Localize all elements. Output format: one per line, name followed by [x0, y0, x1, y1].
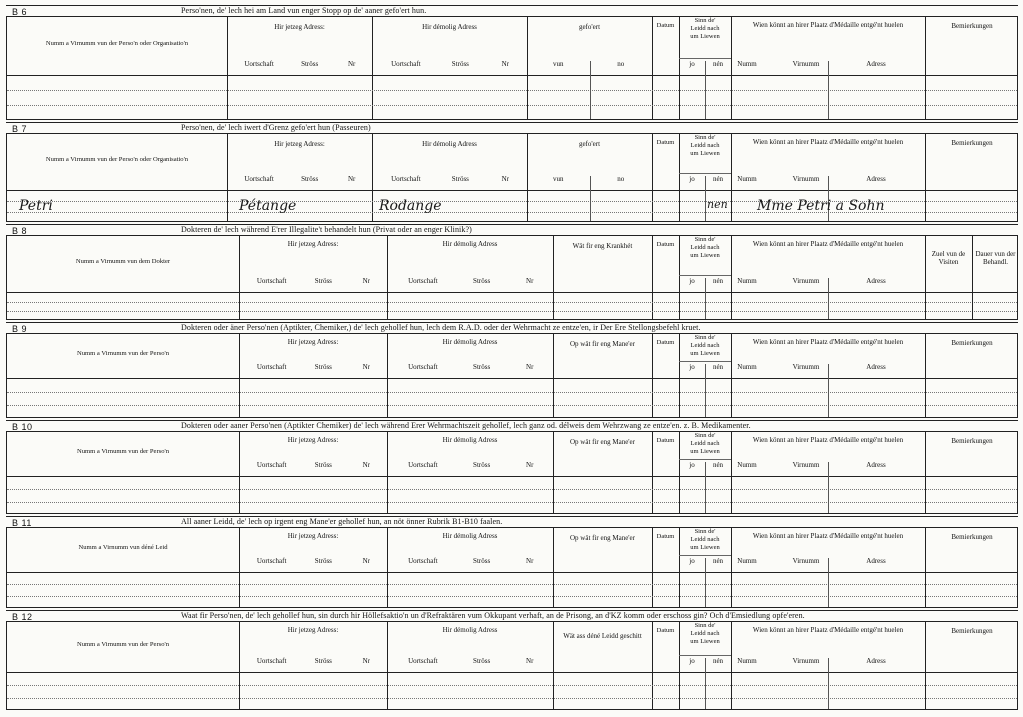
former-address-uortschaft-label: Uortschaft	[391, 175, 421, 183]
duration-label: Dauer vun der Behandl.	[975, 250, 1016, 266]
former-address-strooss-label: Ströss	[451, 175, 469, 183]
datum-label: Datum	[656, 627, 675, 634]
current-address-strooss-label: Ströss	[314, 557, 332, 565]
section-title: Waat fir Perso'nen, de' lech gehollef hun, sin durch hir Höllefsaktio'n un d'Refraktären vum Okkupant verhaft, an de Prisong, an d'KZ komm oder erschoss gin? Och d'Emsiedlung opfe'eren.	[181, 611, 805, 620]
illness-label: Wät fir eng Krankhét	[572, 242, 633, 250]
form-section-b11	[6, 516, 1018, 608]
gefoert-label: gefo'ert	[578, 140, 601, 148]
section-code: B 11	[12, 518, 32, 528]
current-address-uortschaft-label: Uortschaft	[244, 175, 274, 183]
alive-yes-label: jo	[689, 60, 695, 68]
gefoert-label: gefo'ert	[578, 23, 601, 31]
column-divider	[239, 236, 240, 319]
medal-address-label: Adress	[866, 461, 886, 469]
medal-name-label: Numm	[737, 461, 757, 469]
current-address-nr-label: Nr	[347, 60, 356, 68]
alive-label-2: Leidd nach	[690, 342, 720, 349]
current-address-uortschaft-label: Uortschaft	[256, 363, 287, 371]
to-label: no	[617, 175, 625, 183]
entry-line	[7, 105, 1017, 106]
entry-line	[7, 302, 1017, 303]
column-divider	[387, 236, 388, 319]
current-address-nr-label: Nr	[362, 557, 370, 565]
medal-firstname-label: Virnumm	[792, 557, 820, 565]
column-divider	[925, 134, 926, 221]
column-divider	[828, 658, 829, 709]
medal-address-label: Adress	[866, 557, 886, 565]
column-divider	[239, 622, 240, 709]
column-divider	[972, 236, 973, 319]
row-divider	[679, 58, 731, 59]
column-divider	[553, 622, 554, 709]
column-divider	[705, 176, 706, 221]
former-address-uortschaft-label: Uortschaft	[391, 60, 421, 68]
medal-firstname-label: Virnumm	[792, 461, 820, 469]
column-divider	[652, 17, 653, 119]
current-address-label: Hir jetzeg Adress:	[274, 140, 325, 148]
current-address-uortschaft-label: Uortschaft	[256, 461, 287, 469]
alive-yes-label: jo	[689, 461, 695, 469]
row-divider	[7, 292, 1017, 293]
alive-no-label: nén	[712, 461, 724, 469]
manner-label: Op wät fir eng Mane'er	[569, 534, 635, 542]
hw-name: Petri	[19, 198, 53, 214]
column-divider	[828, 558, 829, 607]
row-divider	[679, 361, 731, 362]
column-divider	[828, 278, 829, 319]
section-title: Perso'nen, de' lech iwert d'Grenz gefo'ert hun (Passeuren)	[181, 123, 371, 132]
former-address-uortschaft-label: Uortschaft	[408, 657, 438, 665]
visits-label: Zuel vun de Visiten	[931, 250, 966, 266]
datum-label: Datum	[656, 22, 675, 29]
column-divider	[652, 622, 653, 709]
row-divider	[7, 672, 1017, 673]
row-divider	[679, 173, 731, 174]
section-title: Dokteren de' lech während E'rer Illegalite't behandelt hun (Privat oder an enger Klinik?)	[181, 225, 472, 234]
section-table	[6, 333, 1018, 418]
entry-line	[7, 489, 1017, 490]
former-address-nr-label: Nr	[526, 461, 534, 469]
column-divider	[828, 462, 829, 513]
former-address-nr-label: Nr	[501, 175, 509, 183]
alive-label-1: Sinn de'	[694, 236, 716, 243]
hw-medal-name: Mme Petri a Sohn	[757, 198, 885, 214]
column-divider	[239, 432, 240, 513]
current-address-strooss-label: Ströss	[314, 461, 332, 469]
entry-line	[7, 90, 1017, 91]
name-column-label: Numm a Virnumm vun der Perso'n	[76, 641, 170, 648]
section-table	[6, 133, 1018, 222]
medal-firstname-label: Virnumm	[792, 175, 820, 183]
column-divider	[705, 364, 706, 417]
former-address-strooss-label: Ströss	[451, 60, 469, 68]
alive-no-label: nén	[712, 557, 724, 565]
remarks-label: Bemierkungen	[951, 533, 993, 541]
alive-label-3: um Liewen	[690, 33, 720, 40]
alive-yes-label: jo	[689, 277, 695, 285]
alive-no-label: nén	[712, 60, 724, 68]
column-divider	[705, 61, 706, 119]
current-address-uortschaft-label: Uortschaft	[256, 557, 287, 565]
current-address-label: Hir jetzeg Adress:	[287, 240, 339, 248]
former-address-label: Hir démolig Adress	[422, 23, 477, 31]
datum-label: Datum	[656, 241, 675, 248]
medal-title-label: Wien könnt an hirer Plaatz d'Médaille entgé'nt huelen	[752, 240, 904, 248]
medal-name-label: Numm	[737, 557, 757, 565]
remarks-label: Bemierkungen	[951, 339, 993, 347]
former-address-label: Hir démolig Adress	[442, 240, 498, 248]
alive-label-2: Leidd nach	[690, 630, 720, 637]
former-address-label: Hir démolig Adress	[442, 626, 498, 634]
hw-current-place: Pétange	[239, 198, 297, 214]
column-divider	[372, 17, 373, 119]
column-divider	[590, 176, 591, 221]
section-code: B 6	[12, 7, 28, 17]
former-address-nr-label: Nr	[526, 657, 534, 665]
name-column-label: Numm a Virnumm vun dem Dokter	[75, 258, 171, 265]
current-address-nr-label: Nr	[347, 175, 356, 183]
current-address-nr-label: Nr	[362, 363, 370, 371]
alive-label-1: Sinn de'	[694, 432, 716, 439]
form-section-b8	[6, 224, 1018, 320]
row-divider	[7, 190, 1017, 191]
column-divider	[731, 432, 732, 513]
former-address-strooss-label: Ströss	[473, 557, 491, 565]
section-code: B 12	[12, 612, 33, 622]
medal-address-label: Adress	[866, 277, 886, 285]
section-table	[6, 431, 1018, 514]
alive-no-label: nén	[712, 175, 724, 183]
hw-nen: nen	[707, 198, 728, 211]
entry-line	[7, 685, 1017, 686]
form-section-b10	[6, 420, 1018, 514]
entry-line	[7, 698, 1017, 699]
row-divider	[679, 655, 731, 656]
current-address-label: Hir jetzeg Adress:	[287, 436, 339, 444]
row-divider	[679, 555, 731, 556]
manner-label: Op wät fir eng Mane'er	[569, 438, 635, 446]
current-address-label: Hir jetzeg Adress:	[287, 338, 339, 346]
former-address-uortschaft-label: Uortschaft	[408, 363, 438, 371]
alive-label-1: Sinn de'	[694, 134, 716, 141]
alive-label-2: Leidd nach	[690, 244, 720, 251]
alive-label-3: um Liewen	[690, 448, 720, 455]
current-address-nr-label: Nr	[362, 277, 370, 285]
section-title: Perso'nen, de' lech hei am Land vun enger Stopp op de' aaner gefo'ert hun.	[181, 6, 427, 15]
current-address-strooss-label: Ströss	[301, 175, 319, 183]
column-divider	[227, 17, 228, 119]
hw-former-place: Rodange	[379, 198, 442, 214]
section-header	[6, 322, 1018, 333]
datum-label: Datum	[656, 139, 675, 146]
datum-label: Datum	[656, 533, 675, 540]
name-column-label: Numm a Virnumm vun der Perso'n oder Organisatio'n	[45, 156, 189, 163]
remarks-label: Bemierkungen	[951, 437, 993, 445]
medal-name-label: Numm	[737, 175, 757, 183]
column-divider	[925, 236, 926, 319]
former-address-nr-label: Nr	[526, 557, 534, 565]
entry-line	[7, 392, 1017, 393]
medal-address-label: Adress	[866, 175, 886, 183]
column-divider	[590, 61, 591, 119]
former-address-uortschaft-label: Uortschaft	[408, 277, 438, 285]
column-divider	[705, 558, 706, 607]
entry-line	[7, 311, 1017, 312]
column-divider	[652, 134, 653, 221]
former-address-label: Hir démolig Adress	[442, 532, 498, 540]
alive-label-3: um Liewen	[690, 150, 720, 157]
alive-yes-label: jo	[689, 557, 695, 565]
former-address-uortschaft-label: Uortschaft	[408, 557, 438, 565]
column-divider	[731, 17, 732, 119]
section-title: Dokteren oder äner Perso'nen (Aptikter, Chemiker,) de' lech gehollef hun, lech dem R.A.D. oder der Wehrmacht ze entze'en, ir Der Ere Stellongsbefehl kruet.	[181, 323, 701, 332]
alive-label-3: um Liewen	[690, 544, 720, 551]
section-code: B 8	[12, 226, 28, 236]
alive-no-label: nén	[712, 363, 724, 371]
column-divider	[705, 462, 706, 513]
page-bottom-rule	[6, 709, 1018, 710]
alive-label-3: um Liewen	[690, 350, 720, 357]
datum-label: Datum	[656, 437, 675, 444]
medal-title-label: Wien könnt an hirer Plaatz d'Médaille entgé'nt huelen	[752, 21, 904, 29]
datum-label: Datum	[656, 339, 675, 346]
medal-title-label: Wien könnt an hirer Plaatz d'Médaille entgé'nt huelen	[752, 626, 904, 634]
name-column-label: Numm a Virnumm vun déné Leid	[78, 544, 168, 551]
current-address-label: Hir jetzeg Adress:	[274, 23, 325, 31]
medal-firstname-label: Virnumm	[792, 657, 820, 665]
current-address-uortschaft-label: Uortschaft	[256, 657, 287, 665]
medal-name-label: Numm	[737, 60, 757, 68]
what-happened-label: Wät ass déné Leidd geschitt	[563, 632, 642, 640]
name-column-label: Numm a Virnumm vun der Perso'n	[76, 350, 170, 357]
from-label: vun	[553, 175, 564, 183]
manner-label: Op wät fir eng Mane'er	[569, 340, 635, 348]
entry-line	[7, 584, 1017, 585]
entry-line	[7, 596, 1017, 597]
medal-title-label: Wien könnt an hirer Plaatz d'Médaille entgé'nt huelen	[752, 338, 904, 346]
alive-label-1: Sinn de'	[694, 622, 716, 629]
section-code: B 10	[12, 422, 33, 432]
row-divider	[7, 75, 1017, 76]
name-column-label: Numm a Virnumm vun der Perso'n oder Organisatio'n	[45, 40, 189, 47]
remarks-label: Bemierkungen	[951, 627, 993, 635]
former-address-uortschaft-label: Uortschaft	[408, 461, 438, 469]
alive-yes-label: jo	[689, 363, 695, 371]
column-divider	[925, 17, 926, 119]
row-divider	[7, 476, 1017, 477]
alive-label-3: um Liewen	[690, 252, 720, 259]
column-divider	[387, 432, 388, 513]
section-table	[6, 621, 1018, 710]
column-divider	[387, 622, 388, 709]
medal-title-label: Wien könnt an hirer Plaatz d'Médaille entgé'nt huelen	[752, 532, 904, 540]
column-divider	[705, 658, 706, 709]
column-divider	[527, 17, 528, 119]
medal-firstname-label: Virnumm	[792, 60, 820, 68]
medal-title-label: Wien könnt an hirer Plaatz d'Médaille entgé'nt huelen	[752, 436, 904, 444]
row-divider	[679, 459, 731, 460]
alive-yes-label: jo	[689, 657, 695, 665]
column-divider	[925, 622, 926, 709]
current-address-label: Hir jetzeg Adress:	[287, 626, 339, 634]
alive-label-3: um Liewen	[690, 638, 720, 645]
from-label: vun	[553, 60, 564, 68]
section-title: Dokteren oder aaner Perso'nen (Aptikter Chemiker) de' lech während Erer Wehrmachtszeit gehollef, lech ganz od. délweis dem Wehrzwang ze entze'en. z. B. Medikamenter.	[181, 421, 751, 430]
row-divider	[7, 378, 1017, 379]
current-address-uortschaft-label: Uortschaft	[256, 277, 287, 285]
medal-address-label: Adress	[866, 657, 886, 665]
medal-title-label: Wien könnt an hirer Plaatz d'Médaille entgé'nt huelen	[752, 138, 904, 146]
current-address-uortschaft-label: Uortschaft	[244, 60, 274, 68]
alive-label-1: Sinn de'	[694, 334, 716, 341]
alive-label-2: Leidd nach	[690, 440, 720, 447]
section-code: B 7	[12, 124, 28, 134]
remarks-label: Bemierkungen	[951, 22, 993, 30]
former-address-nr-label: Nr	[526, 363, 534, 371]
form-section-b6	[6, 5, 1018, 120]
medal-firstname-label: Virnumm	[792, 277, 820, 285]
section-table	[6, 527, 1018, 608]
current-address-nr-label: Nr	[362, 657, 370, 665]
column-divider	[828, 61, 829, 119]
form-section-b7	[6, 122, 1018, 222]
medal-name-label: Numm	[737, 363, 757, 371]
section-header	[6, 224, 1018, 235]
entry-line	[7, 405, 1017, 406]
alive-label-1: Sinn de'	[694, 528, 716, 535]
section-table	[6, 235, 1018, 320]
former-address-label: Hir démolig Adress	[442, 436, 498, 444]
current-address-nr-label: Nr	[362, 461, 370, 469]
medal-address-label: Adress	[866, 363, 886, 371]
current-address-strooss-label: Ströss	[314, 657, 332, 665]
current-address-label: Hir jetzeg Adress:	[287, 532, 339, 540]
current-address-strooss-label: Ströss	[314, 363, 332, 371]
column-divider	[731, 622, 732, 709]
section-header	[6, 122, 1018, 133]
to-label: no	[617, 60, 625, 68]
current-address-strooss-label: Ströss	[301, 60, 319, 68]
former-address-strooss-label: Ströss	[473, 277, 491, 285]
alive-label-1: Sinn de'	[694, 17, 716, 24]
remarks-label: Bemierkungen	[951, 139, 993, 147]
section-code: B 9	[12, 324, 28, 334]
medal-address-label: Adress	[866, 60, 886, 68]
section-title: All aaner Leidd, de' lech op irgent eng Mane'er gehollef hun, an nöt önner Rubrik B1-B10 faalen.	[181, 517, 503, 526]
column-divider	[828, 364, 829, 417]
section-table	[6, 16, 1018, 120]
name-column-label: Numm a Virnumm vun der Perso'n	[76, 448, 170, 455]
section-header	[6, 610, 1018, 621]
row-divider	[7, 572, 1017, 573]
medal-firstname-label: Virnumm	[792, 363, 820, 371]
alive-label-2: Leidd nach	[690, 25, 720, 32]
alive-yes-label: jo	[689, 175, 695, 183]
former-address-nr-label: Nr	[526, 277, 534, 285]
medal-name-label: Numm	[737, 657, 757, 665]
former-address-strooss-label: Ströss	[473, 363, 491, 371]
former-address-label: Hir démolig Adress	[422, 140, 477, 148]
former-address-label: Hir démolig Adress	[442, 338, 498, 346]
section-header	[6, 5, 1018, 16]
former-address-strooss-label: Ströss	[473, 461, 491, 469]
alive-label-2: Leidd nach	[690, 536, 720, 543]
alive-no-label: nén	[712, 657, 724, 665]
medal-name-label: Numm	[737, 277, 757, 285]
row-divider	[679, 275, 731, 276]
section-header	[6, 516, 1018, 527]
former-address-strooss-label: Ströss	[473, 657, 491, 665]
column-divider	[705, 278, 706, 319]
current-address-strooss-label: Ströss	[314, 277, 332, 285]
former-address-nr-label: Nr	[501, 60, 509, 68]
section-header	[6, 420, 1018, 431]
entry-line	[7, 502, 1017, 503]
form-section-b9	[6, 322, 1018, 418]
form-section-b12	[6, 610, 1018, 710]
alive-no-label: nén	[712, 277, 724, 285]
alive-label-2: Leidd nach	[690, 142, 720, 149]
